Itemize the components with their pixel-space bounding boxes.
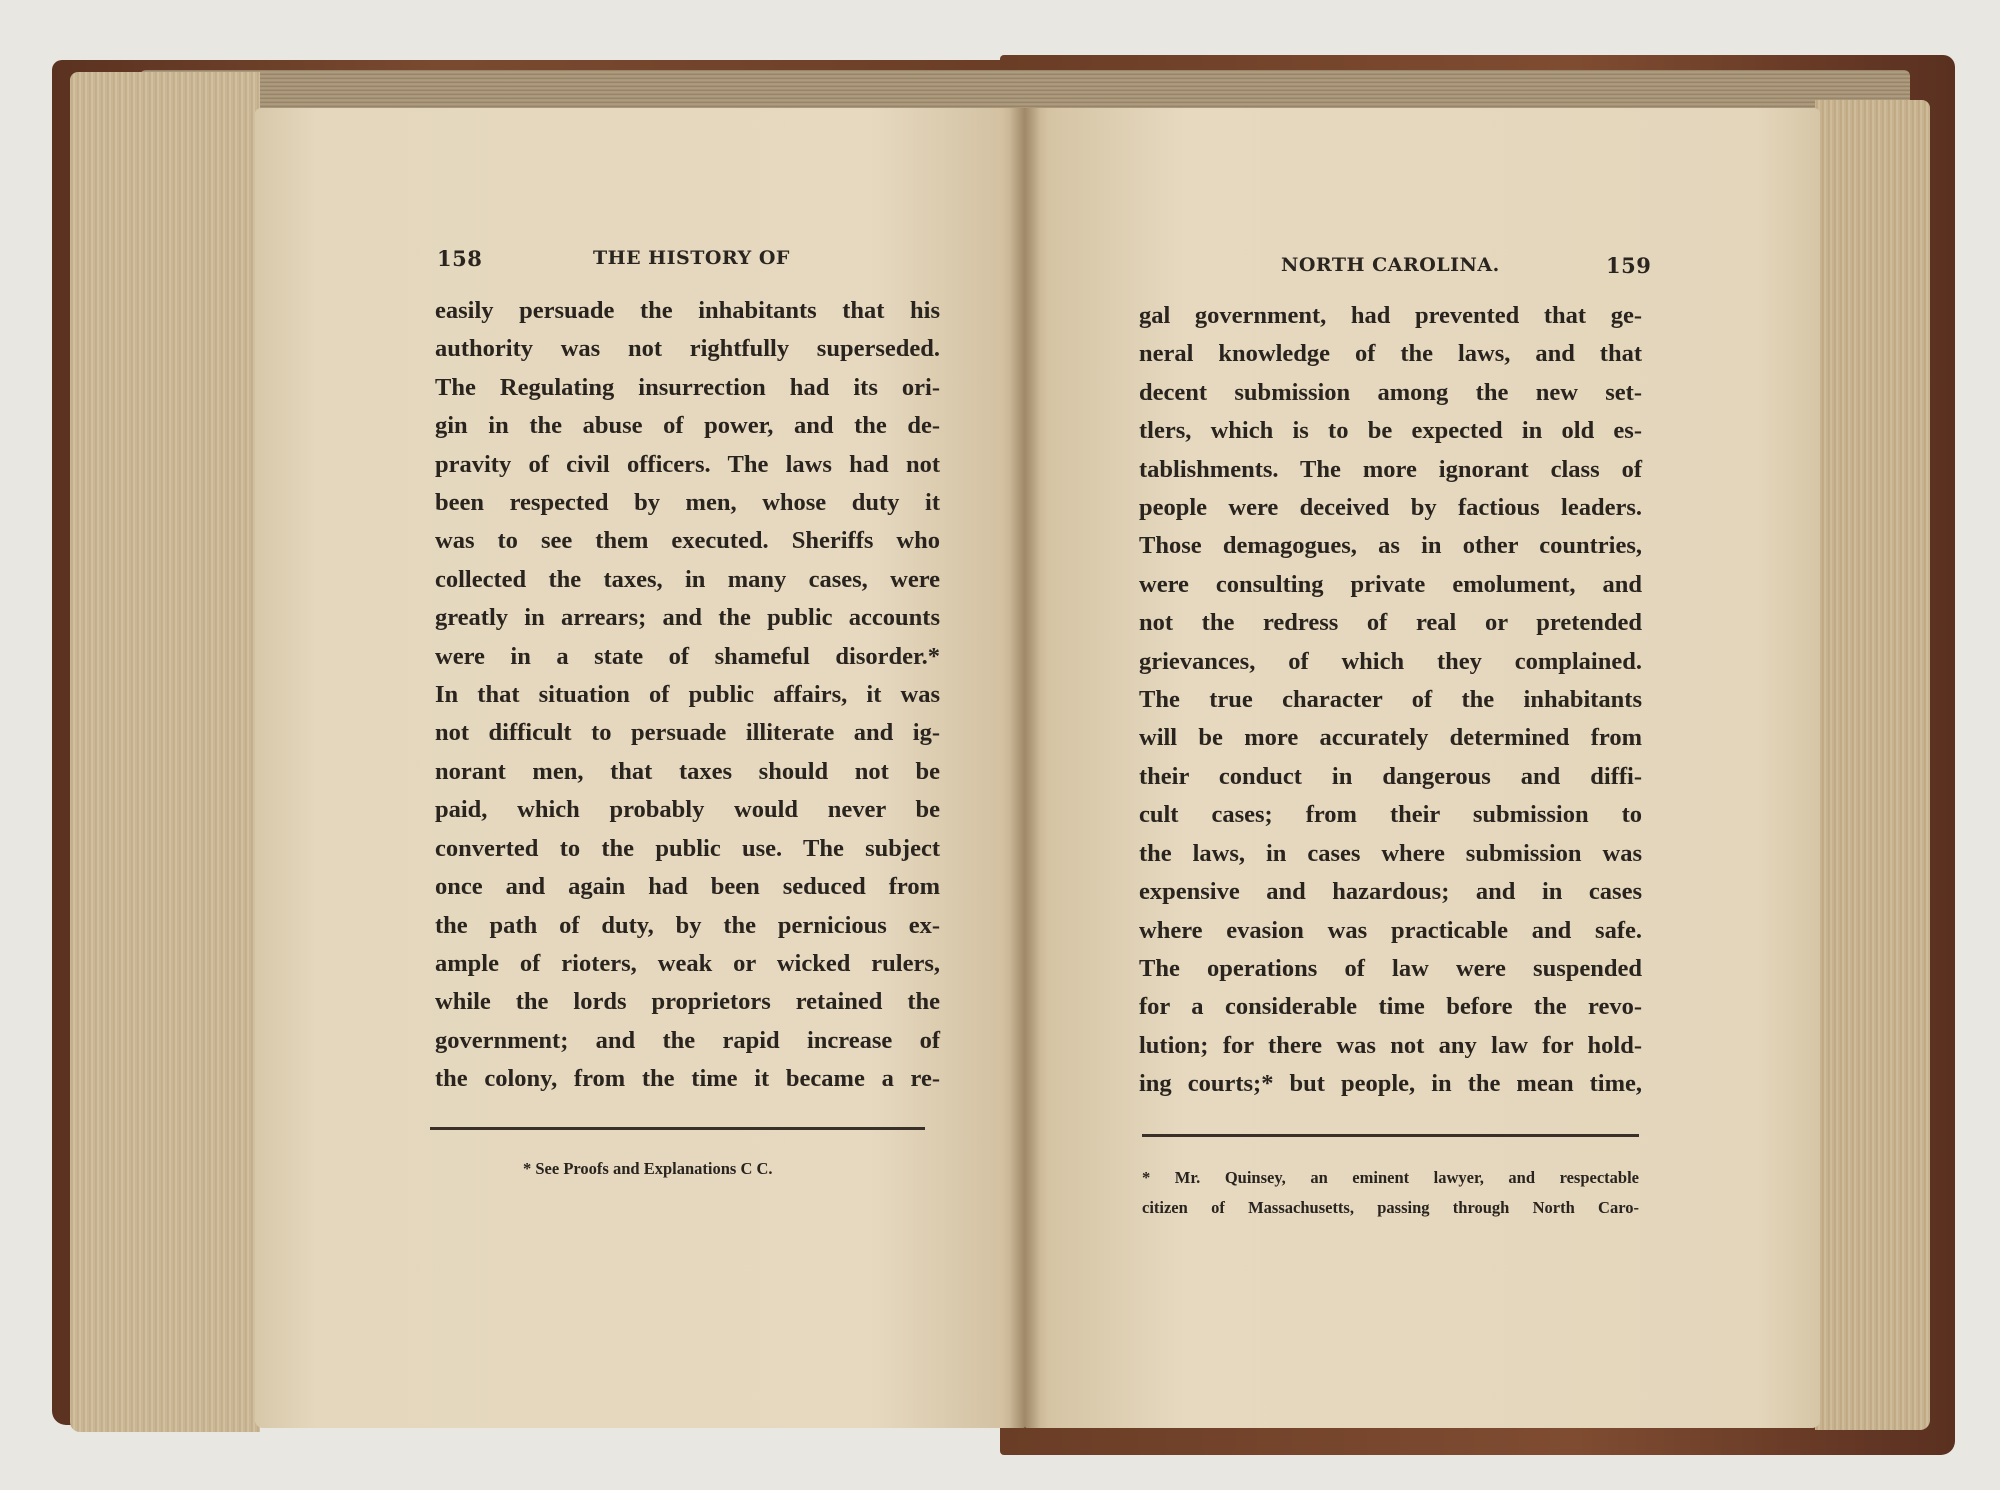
text-line: neral knowledge of the laws, and that [1139,340,1642,368]
text-line: greatly in arrears; and the public accounts [435,604,940,632]
footnote-line: citizen of Massachusetts, passing through North Caro- [1142,1198,1639,1217]
text-line: people were deceived by factious leaders. [1139,494,1642,522]
text-line: The Regulating insurrection had its ori- [435,373,940,401]
text-line: will be more accurately determined from [1139,724,1642,752]
text-line: tlers, which is to be expected in old es- [1139,417,1642,445]
right-footnote [1142,1163,1639,1223]
text-line: lution; for there was not any law for hold- [1139,1031,1642,1059]
left-footnote: * See Proofs and Explanations C C. [523,1159,773,1178]
text-line: Those demagogues, as in other countries, [1139,532,1642,560]
text-line: were in a state of shameful disorder.* [435,642,940,670]
text-line: decent submission among the new set- [1139,378,1642,406]
text-line: gin in the abuse of power, and the de- [435,412,940,440]
text-line: collected the taxes, in many cases, were [435,565,940,593]
text-line: pravity of civil officers. The laws had not [435,450,940,478]
right-running-head: NORTH CAROLINA. [1281,254,1500,276]
left-footnote-rule [430,1127,925,1130]
text-line: gal government, had prevented that ge- [1139,302,1642,329]
top-page-edges [140,70,1910,110]
text-line: converted to the public use. The subject [435,834,940,862]
text-line: authority was not rightfully superseded. [435,335,940,363]
text-line: The true character of the inhabitants [1139,686,1642,714]
text-line: was to see them executed. Sheriffs who [435,527,940,555]
text-line: paid, which probably would never be [435,796,940,824]
text-line: The operations of law were suspended [1139,954,1642,982]
left-page-body [435,292,940,1099]
text-line: where evasion was practicable and safe. [1139,916,1642,944]
text-line: ample of rioters, weak or wicked rulers, [435,949,940,977]
book-gutter [1010,108,1040,1428]
text-line: been respected by men, whose duty it [435,489,940,517]
left-running-head: THE HISTORY OF [593,247,790,269]
text-line: once and again had been seduced from [435,873,940,901]
text-line: for a considerable time before the revo- [1139,993,1642,1021]
text-line: easily persuade the inhabitants that his [435,297,940,324]
left-page-edges [70,72,260,1432]
text-line: grievances, of which they complained. [1139,647,1642,675]
text-line: their conduct in dangerous and diffi- [1139,762,1642,790]
text-line: were consulting private emolument, and [1139,570,1642,598]
left-page-number: 158 [437,246,483,271]
text-line: the laws, in cases where submission was [1139,839,1642,867]
text-line: not difficult to persuade illiterate and ig- [435,719,940,747]
right-page-edges [1815,100,1930,1430]
text-line: the colony, from the time it became a re- [435,1065,940,1093]
text-line: while the lords proprietors retained the [435,988,940,1016]
right-footnote-rule [1142,1134,1639,1137]
text-line: expensive and hazardous; and in cases [1139,878,1642,906]
text-line: tablishments. The more ignorant class of [1139,455,1642,483]
text-line: ing courts;* but people, in the mean time, [1139,1070,1642,1098]
right-page-number: 159 [1606,253,1652,278]
footnote-line: * Mr. Quinsey, an eminent lawyer, and respectable [1142,1168,1639,1187]
text-line: In that situation of public affairs, it was [435,681,940,709]
text-line: not the redress of real or pretended [1139,609,1642,637]
text-line: government; and the rapid increase of [435,1026,940,1054]
text-line: norant men, that taxes should not be [435,757,940,785]
text-line: the path of duty, by the pernicious ex- [435,911,940,939]
right-page-body [1139,297,1642,1104]
text-line: cult cases; from their submission to [1139,801,1642,829]
